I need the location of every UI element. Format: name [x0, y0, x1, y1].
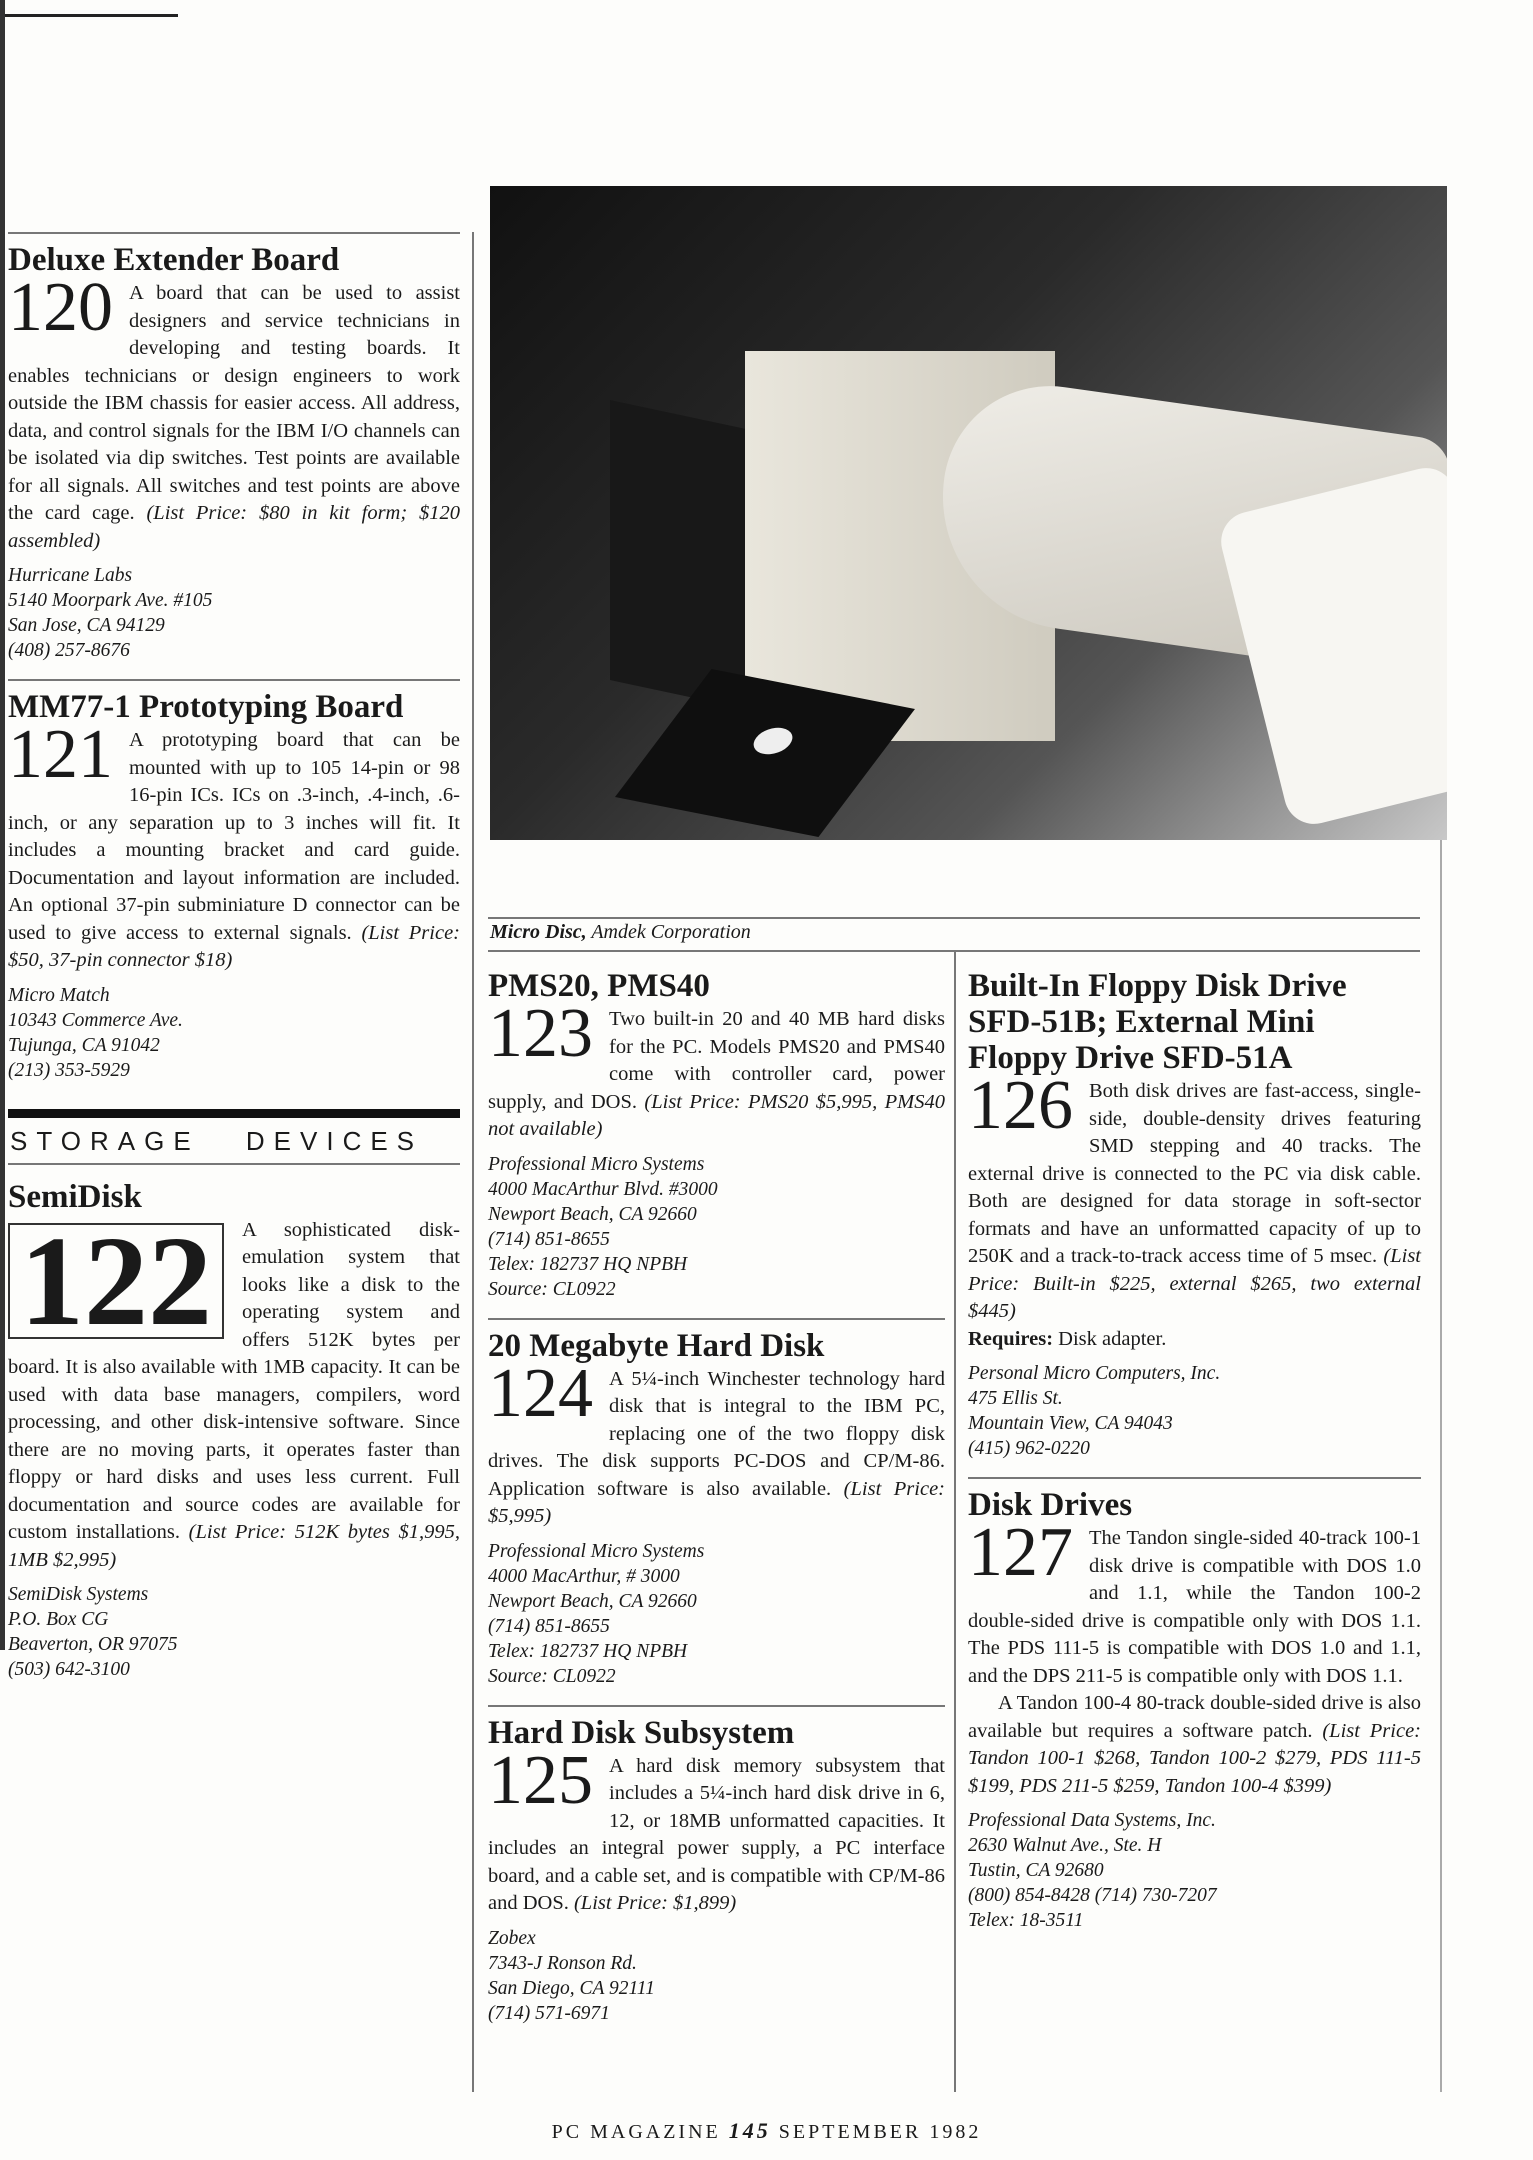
price-info: (List Price: $80 in kit form; $120 assembled)	[8, 502, 460, 552]
description-text: A board that can be used to assist designers and service technicians in developing and testing boards. It enables technicians or design engineers to work outside the IBM chassis for easier access. All address, data, and control signals for the IBM I/O channels can be isolated via dip switches. Test points are available for all signals. All switches and test points are above the card cage.	[8, 282, 460, 524]
product-number: 126	[968, 1067, 1073, 1144]
product-number: 127	[968, 1514, 1073, 1591]
page-edge	[0, 0, 5, 1650]
address-line: P.O. Box CG	[8, 1609, 109, 1630]
address-line: (800) 854-8428 (714) 730-7207	[968, 1885, 1217, 1906]
vendor-address	[968, 1808, 1421, 1933]
address-line: Source: CL0922	[488, 1278, 616, 1300]
address-line: 4000 MacArthur Blvd. #3000	[488, 1178, 718, 1200]
address-line: 475 Ellis St.	[968, 1388, 1063, 1409]
vendor-address	[8, 983, 460, 1083]
address-line: (714) 571-6971	[488, 2002, 610, 2024]
address-line: Source: CL0922	[488, 1665, 616, 1687]
address-line: Newport Beach, CA 92660	[488, 1203, 697, 1225]
product-entry-120	[8, 234, 460, 679]
product-title: Disk Drives	[968, 1487, 1133, 1523]
address-line: Newport Beach, CA 92660	[488, 1590, 697, 1612]
product-entry-126	[968, 960, 1421, 1477]
address-line: Personal Micro Computers, Inc.	[968, 1363, 1221, 1384]
product-description	[488, 1354, 945, 1531]
photo-caption	[490, 921, 751, 944]
price-info: (List Price: 512K bytes $1,995, 1MB $2,995)	[8, 1521, 461, 1571]
address-line: SemiDisk Systems	[8, 1584, 149, 1605]
address-line: Hurricane Labs	[8, 565, 133, 586]
product-description	[968, 1514, 1421, 1690]
product-title: PMS20, PMS40	[488, 968, 710, 1004]
product-number-large: 122	[8, 1223, 224, 1339]
price-info: (List Price: $5,995)	[488, 1477, 945, 1527]
product-title: Deluxe Extender Board	[8, 242, 340, 278]
address-line: Tustin, CA 92680	[968, 1860, 1104, 1881]
product-description	[488, 1741, 945, 1918]
address-line: 7343-J Ronson Rd.	[488, 1952, 637, 1974]
product-number: 121	[8, 716, 113, 793]
product-number: 123	[488, 995, 593, 1072]
address-line: Professional Micro Systems	[488, 1540, 705, 1562]
vendor-address	[488, 1152, 945, 1302]
address-line: San Diego, CA 92111	[488, 1977, 655, 1999]
product-entry-123	[488, 960, 945, 1318]
description-text: Both disk drives are fast-access, single-side, double-density drives featuring SMD stepping and 40 tracks. The external drive is connected to the PC via disk cable. Both are designed for data storage in soft-sector formats and have an unformatted capacity of up to 250K and a track-to-track access time of 5 msec.	[968, 1080, 1421, 1267]
product-entry-125	[488, 1707, 945, 2042]
product-entry-124	[488, 1320, 945, 1705]
product-description	[8, 716, 461, 975]
description-text: A hard disk memory subsystem that includes a 5¼-inch hard disk drive in 6, 12, or 18MB unformatted capacities. It includes an integral power supply, a PC interface board, and a cable set, and is compatible with CP/M-86 and DOS.	[488, 1754, 945, 1914]
footer-magazine: PC MAGAZINE	[551, 2121, 721, 2143]
middle-column	[488, 960, 945, 2042]
requirements	[968, 1326, 1421, 1354]
top-rule	[0, 14, 178, 17]
product-number: 120	[8, 269, 113, 346]
product-title: SemiDisk	[8, 1178, 142, 1215]
price-info: (List Price: $1,899)	[573, 1892, 737, 1914]
address-line: (714) 851-8655	[488, 1615, 610, 1637]
price-info: (List Price: Built-in $225, external $265, two external $445)	[968, 1245, 1421, 1322]
description-text: A prototyping board that can be mounted with up to 105 14-pin or 98 16-pin ICs. ICs on .3-inch, .4-inch, .6-inch, or any separation up to 3 inches will fit. It includes a mounting bracket and card guide. Documentation and layout information are included. An optional 37-pin subminiature D connector can be used to give access to external signals.	[8, 729, 460, 944]
address-line: 5140 Moorpark Ave. #105	[8, 590, 213, 611]
address-line: 2630 Walnut Ave., Ste. H	[968, 1835, 1162, 1856]
address-line: (714) 851-8655	[488, 1228, 610, 1250]
footer-date: SEPTEMBER 1982	[778, 2121, 982, 2143]
address-line: (503) 642-3100	[8, 1659, 130, 1680]
address-line: Micro Match	[8, 984, 110, 1006]
address-line: Mountain View, CA 94043	[968, 1413, 1173, 1434]
address-line: Telex: 182737 HQ NPBH	[488, 1253, 688, 1275]
address-line: (408) 257-8676	[8, 640, 130, 661]
address-line: 10343 Commerce Ave.	[8, 1009, 183, 1031]
address-line: Tujunga, CA 91042	[8, 1034, 160, 1056]
vendor-address	[488, 1926, 945, 2026]
product-title: 20 Megabyte Hard Disk	[488, 1327, 825, 1364]
description-text: A Tandon 100-4 80-track double-sided drive is also available but requires a software patch.	[968, 1692, 1421, 1742]
column-divider	[472, 232, 474, 2092]
product-number: 125	[488, 1741, 593, 1819]
address-line: San Jose, CA 94129	[8, 615, 165, 636]
drive-shadow	[610, 400, 760, 712]
product-entry-122	[8, 1165, 460, 1699]
price-info: (List Price: PMS20 $5,995, PMS40 not available)	[488, 1090, 946, 1140]
page-number: 145	[728, 2118, 771, 2143]
product-number: 124	[488, 1354, 593, 1432]
price-info: (List Price: Tandon 100-1 $268, Tandon 100-2 $279, PDS 111-5 $199, PDS 211-5 $259, Tandon 100-4 $399)	[968, 1719, 1421, 1797]
product-photo	[490, 186, 1447, 840]
section-bar	[8, 1109, 460, 1118]
requires-label: Requires:	[968, 1327, 1054, 1350]
left-column	[8, 232, 460, 1698]
address-line: (415) 962-0220	[968, 1438, 1090, 1459]
vendor-address	[8, 563, 460, 663]
address-line: Professional Data Systems, Inc.	[968, 1810, 1216, 1831]
caption-rule-bottom	[488, 950, 1420, 952]
description-text: The Tandon single-sided 40-track 100-1 disk drive is compatible with DOS 1.0 and 1.1, while the Tandon 100-2 double-sided drive is compatible only with DOS 1.1. The PDS 111-5 is compatible with DOS 1.0 and 1.1, and the DPS 211-5 is compatible only with DOS 1.1.	[968, 1527, 1421, 1687]
caption-company: Amdek Corporation	[591, 921, 751, 943]
shirt-sleeve	[1215, 462, 1447, 831]
right-column	[968, 960, 1421, 1949]
address-line: Beaverton, OR 97075	[8, 1634, 178, 1655]
product-description	[8, 269, 460, 555]
product-entry-127	[968, 1479, 1421, 1949]
caption-product: Micro Disc,	[490, 921, 587, 943]
page-footer	[0, 2118, 1533, 2144]
product-title: MM77-1 Prototyping Board	[8, 689, 404, 725]
description-text: Two built-in 20 and 40 MB hard disks for the PC. Models PMS20 and PMS40 come with controller card, power supply, and DOS.	[488, 1008, 945, 1113]
requires-value: Disk adapter.	[1058, 1327, 1167, 1350]
price-info: (List Price: $50, 37-pin connector $18)	[8, 921, 461, 971]
address-line: Zobex	[488, 1927, 536, 1949]
section-heading: STORAGE DEVICES	[10, 1125, 424, 1156]
address-line: 4000 MacArthur, # 3000	[488, 1565, 680, 1587]
vendor-address	[968, 1361, 1421, 1461]
address-line: (213) 353-5929	[8, 1059, 130, 1081]
caption-rule-top	[488, 917, 1420, 919]
vendor-address	[488, 1539, 945, 1689]
product-description	[8, 1209, 461, 1575]
description-text: A 5¼-inch Winchester technology hard disk that is integral to the IBM PC, replacing one of the two floppy disk drives. The disk supports PC-DOS and CP/M-86. Application software is also available.	[488, 1367, 945, 1500]
address-line: Telex: 18-3511	[968, 1910, 1084, 1931]
product-title: Hard Disk Subsystem	[488, 1714, 795, 1751]
column-divider	[954, 950, 956, 2092]
product-entry-121	[8, 681, 460, 1099]
vendor-address	[8, 1582, 460, 1682]
product-description-2	[968, 1690, 1421, 1800]
address-line: Telex: 182737 HQ NPBH	[488, 1640, 688, 1662]
product-description	[968, 1067, 1421, 1326]
product-description	[488, 995, 946, 1144]
address-line: Professional Micro Systems	[488, 1153, 705, 1175]
product-title: Built-In Floppy Disk Drive SFD-51B; External Mini Floppy Drive SFD-51A	[968, 968, 1347, 1076]
description-text: A sophisticated disk-emulation system that looks like a disk to the operating system and offers 512K bytes per board. It is also available with 1MB capacity. It can be used with data base managers, compilers, word processing, and other disk-intensive software. Since there are no moving parts, it operates faster than floppy or hard disks and uses less current. Full documentation and source codes are available for custom installations.	[8, 1218, 460, 1543]
